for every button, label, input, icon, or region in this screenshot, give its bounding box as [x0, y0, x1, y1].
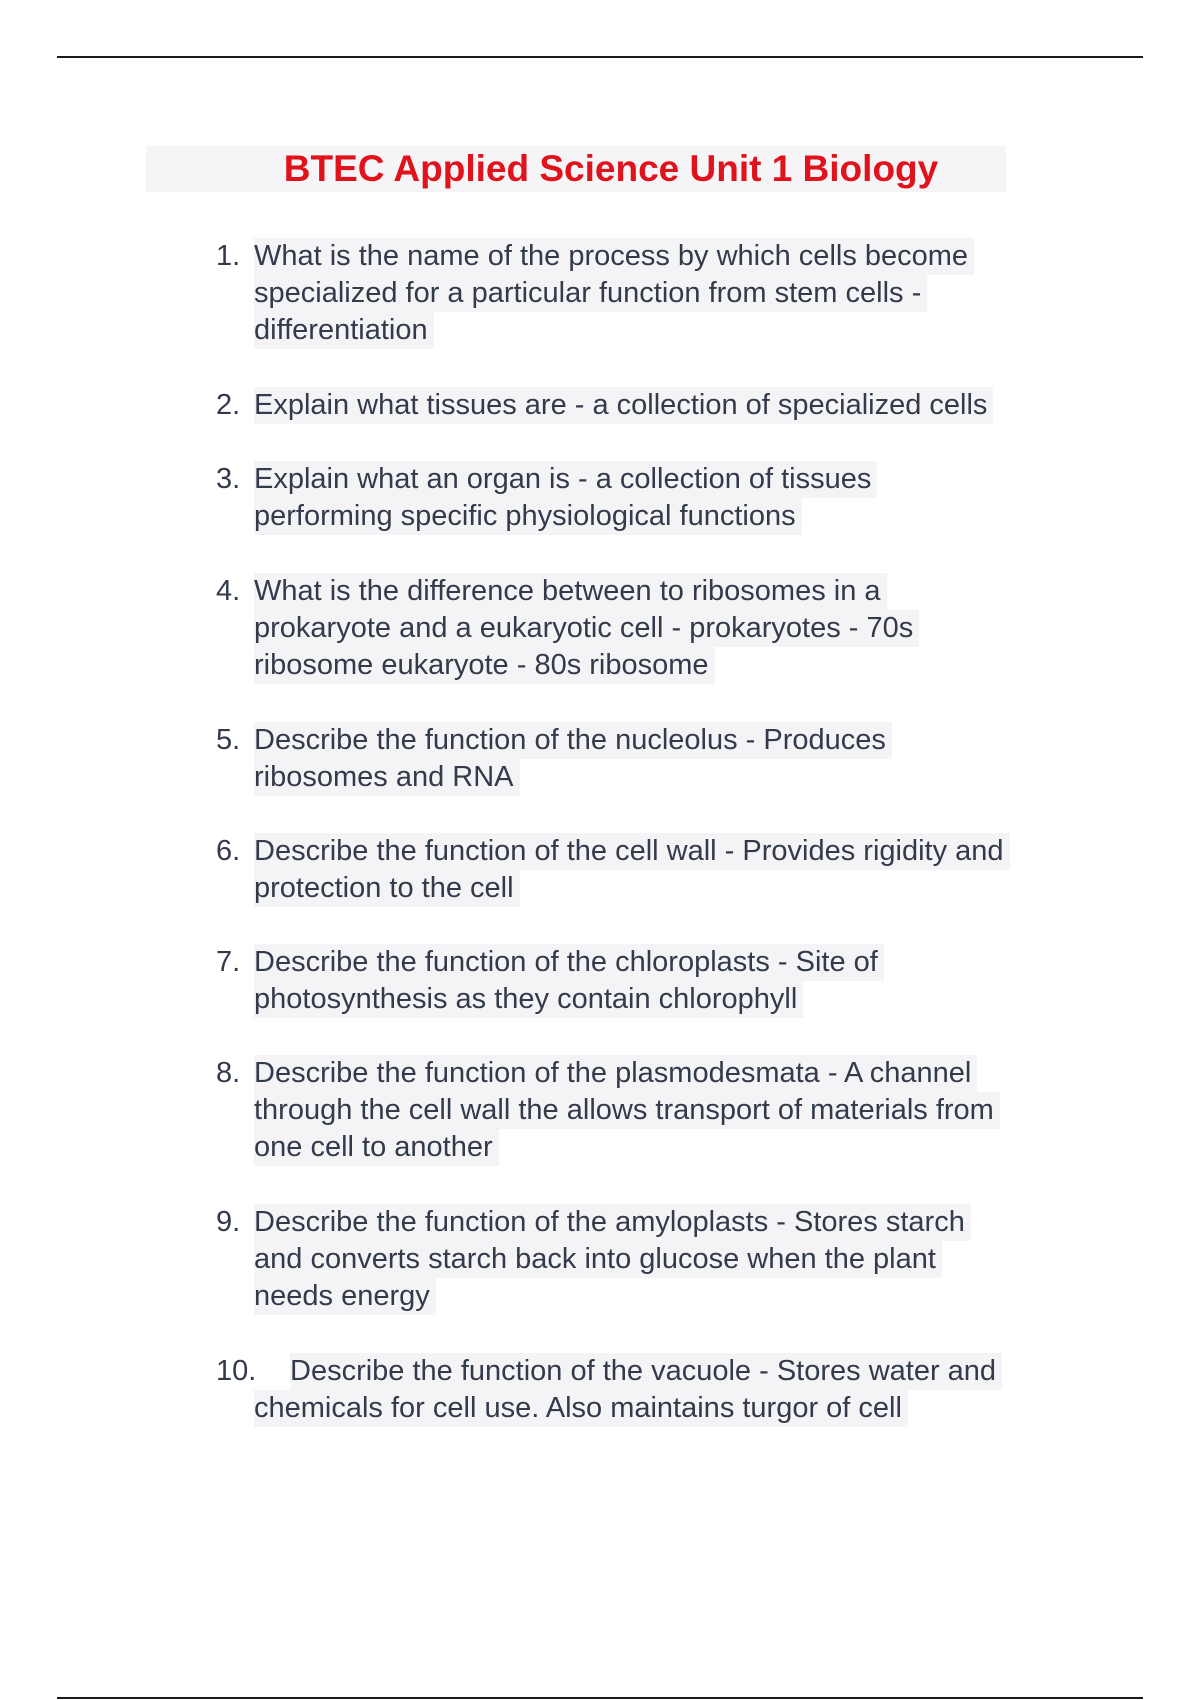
question-number: 8.	[216, 1057, 241, 1089]
question-line: one cell to another	[254, 1129, 499, 1166]
question-line: What is the name of the process by which cells become	[254, 238, 974, 275]
question-line: performing specific physiological functions	[254, 498, 802, 535]
page-title: BTEC Applied Science Unit 1 Biology	[283, 148, 939, 189]
question-line: ribosomes and RNA	[254, 759, 520, 796]
question-text	[254, 1353, 1002, 1427]
question-text	[254, 1204, 971, 1315]
question-number: 3.	[216, 463, 241, 495]
question-text	[254, 722, 892, 796]
question-text	[254, 461, 877, 535]
bottom-rule	[57, 1697, 1143, 1699]
question-line: Explain what tissues are - a collection of specialized cells	[254, 387, 993, 424]
question-text	[254, 1055, 1000, 1166]
question-line: through the cell wall the allows transport of materials from	[254, 1092, 1000, 1129]
question-number: 7.	[216, 946, 241, 978]
question-number: 9.	[216, 1206, 241, 1238]
question-line: What is the difference between to ribosomes in a	[254, 573, 887, 610]
question-line: and converts starch back into glucose when the plant	[254, 1241, 942, 1278]
question-text	[254, 238, 974, 349]
question-line: Describe the function of the vacuole - Stores water and	[290, 1353, 1002, 1390]
question-line: Describe the function of the amyloplasts - Stores starch	[254, 1204, 971, 1241]
question-number: 6.	[216, 835, 241, 867]
question-number: 5.	[216, 724, 241, 756]
question-number: 10.	[216, 1355, 257, 1387]
question-number: 1.	[216, 240, 241, 272]
question-line: Describe the function of the nucleolus - Produces	[254, 722, 892, 759]
question-text	[254, 573, 919, 684]
question-line: specialized for a particular function from stem cells -	[254, 275, 927, 312]
question-line: protection to the cell	[254, 870, 520, 907]
question-text	[254, 944, 884, 1018]
question-line: photosynthesis as they contain chlorophyll	[254, 981, 803, 1018]
question-line: Describe the function of the cell wall - Provides rigidity and	[254, 833, 1010, 870]
question-line: needs energy	[254, 1278, 436, 1315]
question-line: chemicals for cell use. Also maintains turgor of cell	[254, 1390, 908, 1427]
question-line: prokaryote and a eukaryotic cell - prokaryotes - 70s	[254, 610, 919, 647]
question-number: 4.	[216, 575, 241, 607]
top-rule	[57, 56, 1143, 58]
question-line: ribosome eukaryote - 80s ribosome	[254, 647, 715, 684]
question-text	[254, 833, 1010, 907]
question-line: Describe the function of the plasmodesmata - A channel	[254, 1055, 977, 1092]
question-line: Explain what an organ is - a collection of tissues	[254, 461, 877, 498]
question-text	[254, 387, 993, 424]
question-number: 2.	[216, 389, 241, 421]
question-line: differentiation	[254, 312, 434, 349]
question-line: Describe the function of the chloroplasts - Site of	[254, 944, 884, 981]
